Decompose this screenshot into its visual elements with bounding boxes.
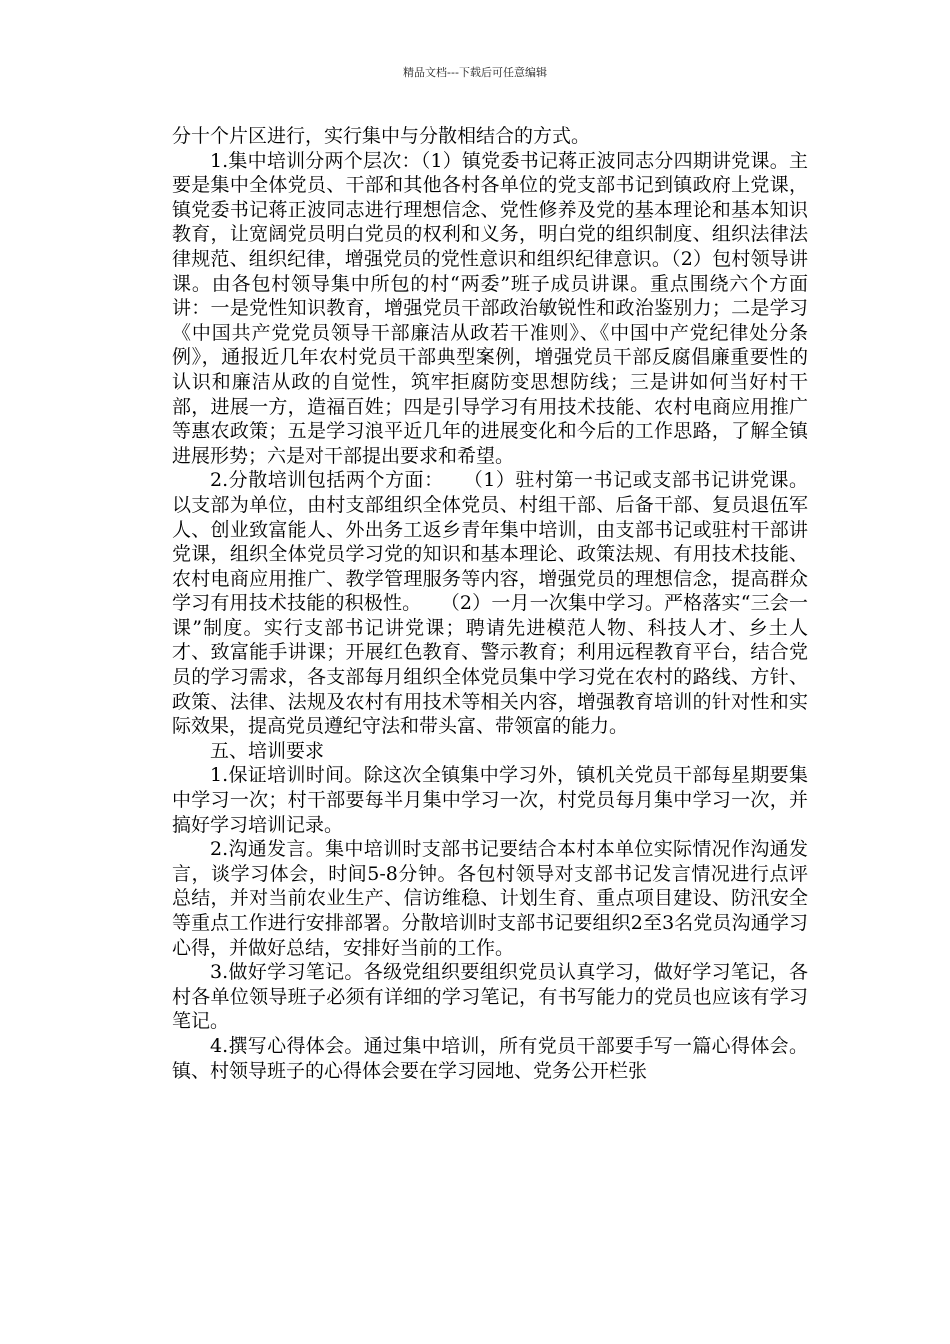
document-body (172, 124, 808, 1083)
paragraph: 1.保证培训时间。除这次全镇集中学习外，镇机关党员干部每星期要集中学习一次；村干部要每半月集中学习一次，村党员每月集中学习一次，并搞好学习培训记录。 (172, 764, 808, 836)
paragraph: 分十个片区进行，实行集中与分散相结合的方式。 (172, 125, 591, 147)
page-header: 精品文档---下载后可任意编辑 (403, 66, 547, 79)
paragraph: 2.沟通发言。集中培训时支部书记要结合本村本单位实际情况作沟通发言，谈学习体会，时间5-8分钟。各包村领导对支部书记发言情况进行点评总结，并对当前农业生产、信访维稳、计划生育、重点项目建设、防汛安全等重点工作进行安排部署。分散培训时支部书记要组织2至3名党员沟通学习心得，并做好总结，安排好当前的工作。 (172, 838, 808, 959)
paragraph: 4.撰写心得体会。通过集中培训，所有党员干部要手写一篇心得体会。镇、村领导班子的心得体会要在学习园地、党务公开栏张 (172, 1034, 808, 1082)
section-heading: 五、培训要求 (210, 739, 325, 762)
paragraph: 2.分散培训包括两个方面： （1）驻村第一书记或支部书记讲党课。以支部为单位，由村支部组织全体党员、村组干部、后备干部、复员退伍军人、创业致富能人、外出务工返乡青年集中培训，由支部书记或驻村干部讲党课，组织全体党员学习党的知识和基本理论、政策法规、有用技术技能、农村电商应用推广、教学管理服务等内容，增强党员的理想信念，提高群众学习有用技术技能的积极性。 （2）一月一次集中学习。严格落实“三会一课”制度。实行支部书记讲党课；聘请先进模范人物、科技人才、乡土人才、致富能手讲课；开展红色教育、警示教育；利用远程教育平台，结合党员的学习需求，各支部每月组织全体党员集中学习党在农村的路线、方针、政策、法律、法规及农村有用技术等相关内容，增强教育培训的针对性和实际效果，提高党员遵纪守法和带头富、带领富的能力。 (172, 469, 808, 738)
paragraph: 3.做好学习笔记。各级党组织要组织党员认真学习，做好学习笔记，各村各单位领导班子必须有详细的学习笔记，有书写能力的党员也应该有学习笔记。 (172, 961, 808, 1033)
paragraph: 1.集中培训分两个层次：（1）镇党委书记蒋正波同志分四期讲党课。主要是集中全体党员、干部和其他各村各单位的党支部书记到镇政府上党课，镇党委书记蒋正波同志进行理想信念、党性修养及党的基本理论和基本知识教育，让宽阔党员明白党员的权利和义务，明白党的组织制度、组织法律法律规范、组织纪律，增强党员的党性意识和组织纪律意识。（2）包村领导讲课。由各包村领导集中所包的村“两委”班子成员讲课。重点围绕六个方面讲：一是党性知识教育，增强党员干部政治敏锐性和政治鉴别力；二是学习《中国共产党党员领导干部廉洁从政若干准则》、《中国中产党纪律处分条例》，通报近几年农村党员干部典型案例，增强党员干部反腐倡廉重要性的认识和廉洁从政的自觉性，筑牢拒腐防变思想防线；三是讲如何当好村干部，进展一方，造福百姓；四是引导学习有用技术技能、农村电商应用推广等惠农政策；五是学习浪平近几年的进展变化和今后的工作思路，了解全镇进展形势；六是对干部提出要求和希望。 (172, 149, 808, 467)
